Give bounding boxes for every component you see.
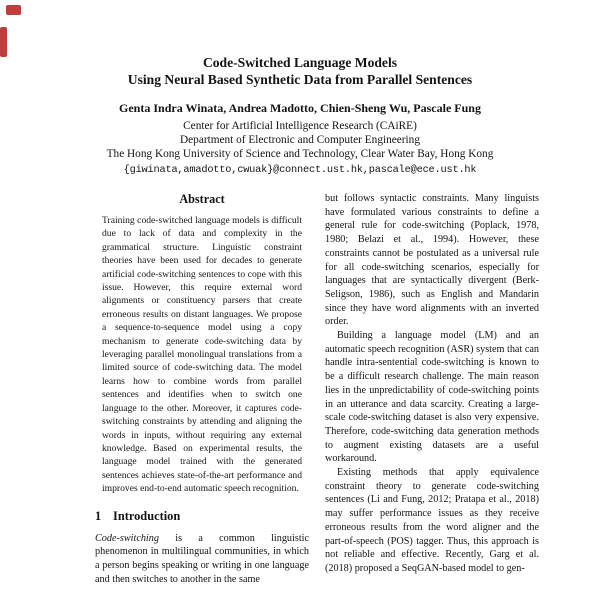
section-heading-introduction xyxy=(95,509,309,524)
right-paragraph-1: but follows syntactic constraints. Many linguists have formulated various constraints to define a general rule for code-switching (Poplack, 1978, 1980; Belazi et al., 1994). However, these constraints cannot be postulated as a universal rule for all code-switching scenarios, especially for languages that are syntactically divergent (Berk-Seligson, 1986), such as English and Mandarin since they have word alignments with an inverted order. xyxy=(325,193,539,328)
affiliation-line-2: Department of Electronic and Computer Engineering xyxy=(180,134,420,146)
right-paragraph-3: Existing methods that apply equivalence constraint theory to generate code-switching sentences (Li and Fung, 2012; Pratapa et al., 2018) may suffer performance issues as they receive erroneous results from the word aligner and the part-of-speech (POS) tagger. Thus, this approach is not reliable and effective. Recently, Garg et al. (2018) proposed a SeqGAN-based model to gen- xyxy=(325,467,539,574)
right-column xyxy=(325,192,539,586)
two-column-body xyxy=(0,192,600,586)
paper-header xyxy=(0,0,600,176)
arxiv-stamp-fragment-top xyxy=(6,5,21,15)
introduction-paragraph xyxy=(95,532,309,587)
author-emails: {giwinata,amadotto,cwuak}@connect.ust.hk,pascale@ece.ust.hk xyxy=(123,164,477,176)
affiliation-line-1: Center for Artificial Intelligence Research (CAiRE) xyxy=(183,120,417,132)
paper-title-line2: Using Neural Based Synthetic Data from Parallel Sentences xyxy=(127,72,473,87)
abstract-text: Training code-switched language models is difficult due to lack of data and complexity in the grammatical structure. Linguistic constraint theories have been used for decades to generate artificial code-switching sentences to cope with this issue. However, this require external word alignments or constituency parsers that create erroneous results on distant languages. We propose a sequence-to-sequence model using a copy mechanism to generate code-switching data by leveraging parallel monolingual translations from a limited source of code-switching data. The model learns how to combine words from parallel sentences and identifies when to switch one language to the other. Moreover, it captures code-switching constraints by attending and aligning the words in inputs, without requiring any external knowledge. Based on experimental results, the language model trained with the generated sentences achieves state-of-the-art performance and improves end-to-end automatic speech recognition. xyxy=(102,215,302,495)
paper-title-line1: Code-Switched Language Models xyxy=(202,55,398,70)
affiliation-line-3: The Hong Kong University of Science and Technology, Clear Water Bay, Hong Kong xyxy=(106,148,494,160)
authors-line: Genta Indra Winata, Andrea Madotto, Chien-Sheng Wu, Pascale Fung xyxy=(119,101,481,115)
right-paragraph-2: Building a language model (LM) and an automatic speech recognition (ASR) system that can handle intra-sentential code-switching is known to be a difficult research challenge. The main reason lies in the unpredictability of code-switching points in an utterance and data scarcity. Creating a large-scale code-switching dataset is also very expensive. Therefore, code-switching data generation methods to augment existing datasets are a useful workaround. xyxy=(325,330,539,465)
section-title: Introduction xyxy=(113,508,181,523)
introduction-paragraph-rest: is a common linguistic phenomenon in multilingual communities, in which a person begins speaking or writing in one language and then switches to another in the same xyxy=(95,532,309,585)
arxiv-stamp-fragment-left xyxy=(0,27,7,57)
code-switching-term: Code-switching xyxy=(95,532,159,544)
left-column xyxy=(95,192,309,586)
section-number: 1 xyxy=(95,508,102,523)
paper-title xyxy=(0,54,600,88)
abstract-heading: Abstract xyxy=(179,192,225,206)
